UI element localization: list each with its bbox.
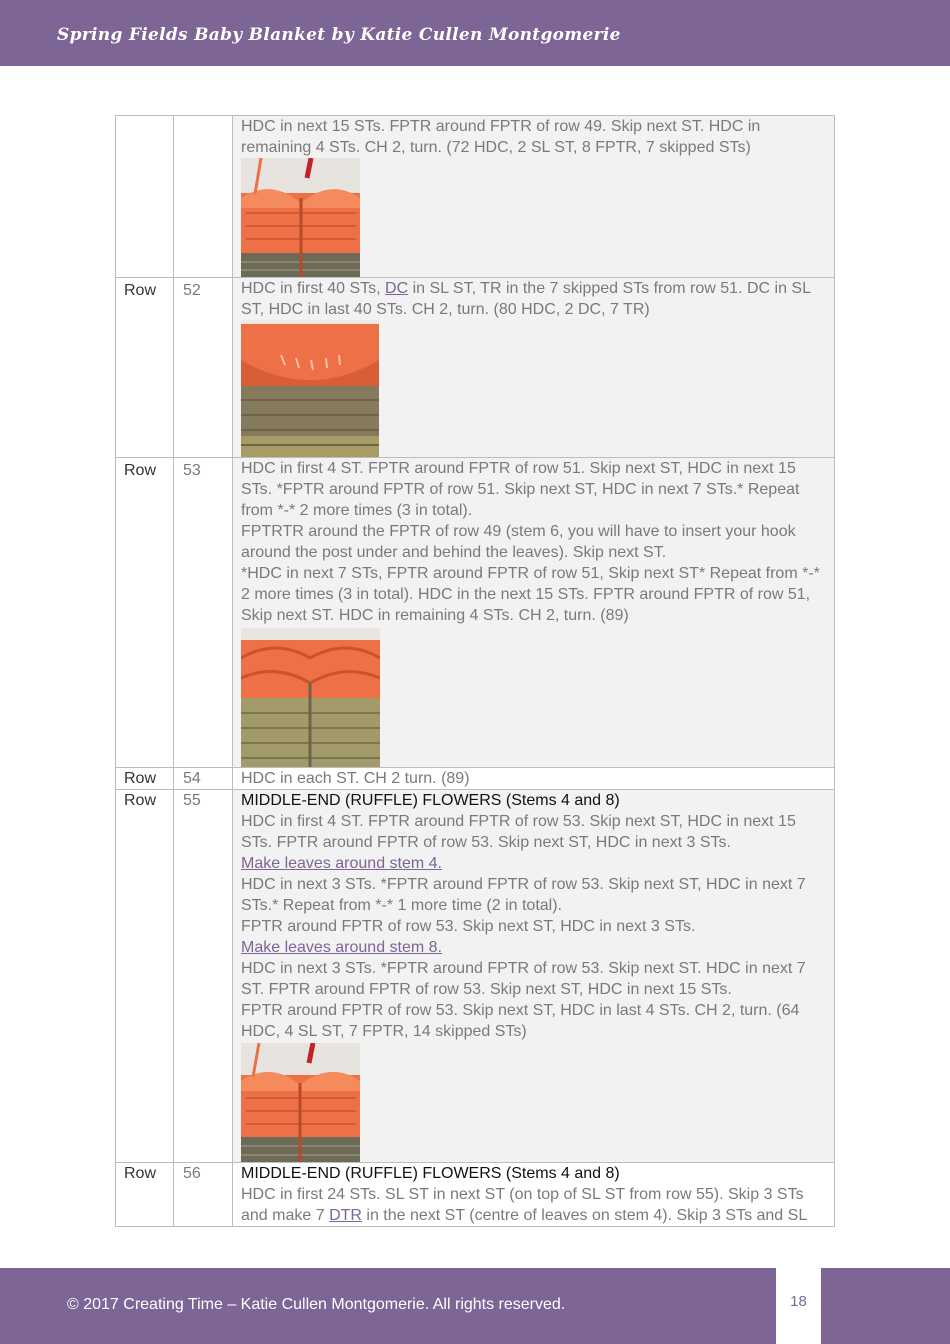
pattern-table (115, 115, 835, 1227)
instruction-text: FPTR around FPTR of row 53. Skip next ST, HDC in next 3 STs. (241, 918, 696, 935)
table-row (116, 1163, 835, 1227)
section-heading: MIDDLE-END (RUFFLE) FLOWERS (Stems 4 and 8) (241, 792, 620, 809)
row-label: Row (116, 458, 174, 768)
instructions-cell (233, 1163, 835, 1227)
crochet-photo (241, 1043, 360, 1162)
stem-4-leaves-link[interactable]: Make leaves around stem 4. (241, 855, 442, 872)
row-label (116, 116, 174, 278)
instruction-text: HDC in first 24 STs. SL ST in next ST (on top of SL ST from row 55). Skip 3 STs and make 7 DTR in the next ST (centre of leaves on stem 4). Skip 3 STs and SL (241, 1186, 808, 1224)
crochet-photo (241, 158, 360, 277)
page-header (0, 0, 950, 66)
instructions-cell (233, 458, 835, 768)
row-number: 54 (174, 768, 233, 790)
row-label: Row (116, 768, 174, 790)
page-number-box (776, 1268, 821, 1344)
crochet-photo (241, 628, 380, 767)
instruction-text: HDC in next 3 STs. *FPTR around FPTR of row 53. Skip next ST, HDC in next 7 STs.* Repeat from *-* 1 more time (2 in total). (241, 876, 806, 914)
row-label: Row (116, 790, 174, 1163)
dc-link[interactable]: DC (385, 280, 409, 297)
page-footer (0, 1268, 950, 1344)
section-heading: MIDDLE-END (RUFFLE) FLOWERS (Stems 4 and 8) (241, 1165, 620, 1182)
instruction-text: FPTR around FPTR of row 53. Skip next ST, HDC in last 4 STs. CH 2, turn. (64 HDC, 4 SL ST, 7 FPTR, 14 skipped STs) (241, 1002, 800, 1040)
table-row (116, 458, 835, 768)
instructions-cell (233, 790, 835, 1163)
row-label: Row (116, 278, 174, 458)
row-number: 52 (174, 278, 233, 458)
row-number: 55 (174, 790, 233, 1163)
instructions-cell (233, 768, 835, 790)
table-row (116, 278, 835, 458)
instruction-text: HDC in next 15 STs. FPTR around FPTR of row 49. Skip next ST. HDC in remaining 4 STs. CH 2, turn. (72 HDC, 2 SL ST, 8 FPTR, 7 skipped STs) (241, 118, 761, 156)
dtr-link[interactable]: DTR (329, 1207, 362, 1224)
instruction-text: FPTRTR around the FPTR of row 49 (stem 6, you will have to insert your hook around the post under and behind the leaves). Skip next ST. (241, 523, 796, 561)
instructions-cell (233, 278, 835, 458)
document-title: Spring Fields Baby Blanket by Katie Cullen Montgomerie (57, 25, 621, 45)
table-row (116, 116, 835, 278)
instructions-cell (233, 116, 835, 278)
row-number (174, 116, 233, 278)
instruction-text: HDC in first 4 ST. FPTR around FPTR of row 51. Skip next ST, HDC in next 15 STs. *FPTR around FPTR of row 51. Skip next ST, HDC in next 7 STs.* Repeat from *-* 2 more times (3 in total). (241, 460, 800, 519)
page-number: 18 (790, 1293, 807, 1310)
row-number: 53 (174, 458, 233, 768)
crochet-photo (241, 320, 379, 457)
instruction-text: HDC in next 3 STs. *FPTR around FPTR of row 53. Skip next ST. HDC in next 7 ST. FPTR around FPTR of row 53. Skip next ST, HDC in next 15 STs. (241, 960, 806, 998)
instruction-text: HDC in first 4 ST. FPTR around FPTR of row 53. Skip next ST, HDC in next 15 STs. FPTR around FPTR of row 53. Skip next ST, HDC in next 3 STs. (241, 813, 796, 851)
table-row (116, 768, 835, 790)
stem-8-leaves-link[interactable]: Make leaves around stem 8. (241, 939, 442, 956)
instruction-text: HDC in first 40 STs, DC in SL ST, TR in the 7 skipped STs from row 51. DC in SL ST, HDC in last 40 STs. CH 2, turn. (80 HDC, 2 DC, 7 TR) (241, 280, 811, 318)
instruction-text: HDC in each ST. CH 2 turn. (89) (241, 770, 470, 787)
row-number: 56 (174, 1163, 233, 1227)
copyright-text: © 2017 Creating Time – Katie Cullen Montgomerie. All rights reserved. (67, 1296, 566, 1313)
row-label: Row (116, 1163, 174, 1227)
instruction-text: *HDC in next 7 STs, FPTR around FPTR of row 51, Skip next ST* Repeat from *-* 2 more times (3 in total). HDC in the next 15 STs. FPTR around FPTR of row 51, Skip next ST. HDC in remaining 4 STs. CH 2, turn. (89) (241, 565, 820, 624)
table-row (116, 790, 835, 1163)
